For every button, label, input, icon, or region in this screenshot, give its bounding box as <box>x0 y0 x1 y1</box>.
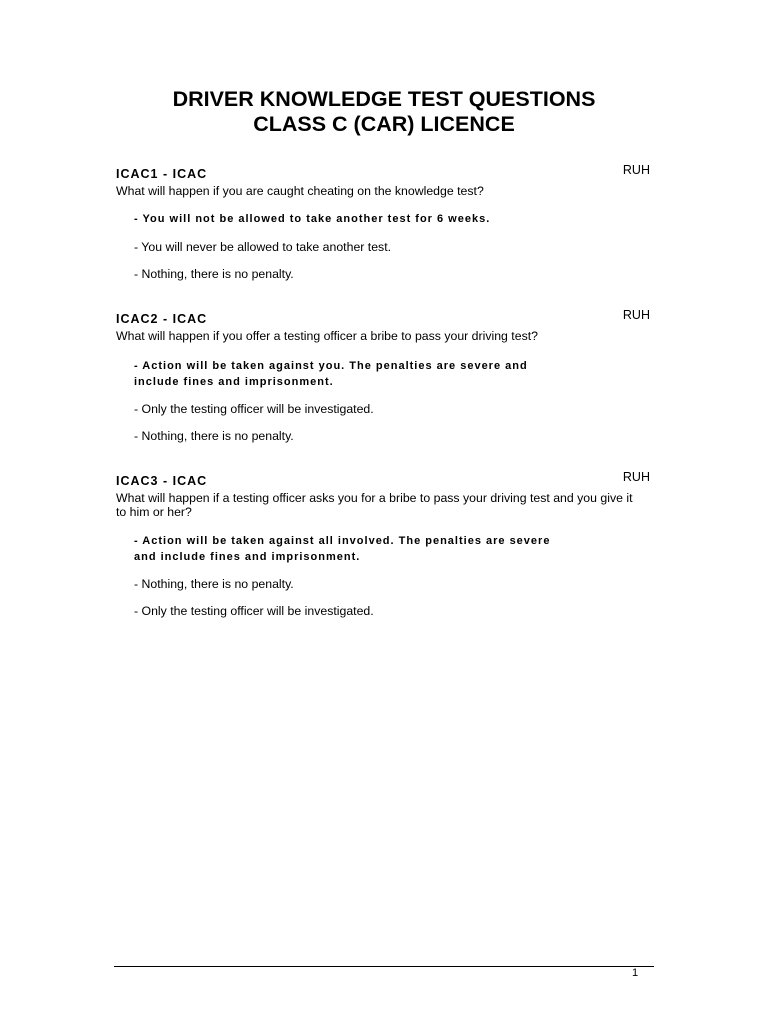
correct-answer: - You will not be allowed to take another test for 6 weeks. <box>134 213 491 225</box>
question-text: What will happen if you are caught cheating on the knowledge test? <box>116 184 484 198</box>
answer-option: - Only the testing officer will be investigated. <box>134 402 374 416</box>
answer-option: - You will never be allowed to take another test. <box>134 240 392 254</box>
answer-option: - Nothing, there is no penalty. <box>134 267 294 281</box>
document-subtitle: CLASS C (CAR) LICENCE <box>253 112 515 136</box>
question-id: ICAC1 - ICAC <box>116 167 208 181</box>
answer-option: - Only the testing officer will be investigated. <box>134 604 374 618</box>
answer-option: - Nothing, there is no penalty. <box>134 429 294 443</box>
document-title: DRIVER KNOWLEDGE TEST QUESTIONS <box>172 87 596 111</box>
question-tag: RUH <box>622 470 650 484</box>
question-tag: RUH <box>622 308 650 322</box>
question-id: ICAC2 - ICAC <box>116 312 208 326</box>
page-number: 1 <box>632 967 639 979</box>
question-text: What will happen if you offer a testing officer a bribe to pass your driving test? <box>116 329 538 343</box>
question-tag: RUH <box>622 163 650 177</box>
question-text: What will happen if a testing officer asks you for a bribe to pass your driving test and you give it to him or her? <box>116 491 633 519</box>
answer-option: - Nothing, there is no penalty. <box>134 577 294 591</box>
correct-answer: - Action will be taken against all involved. The penalties are severe and include fines and imprisonment. <box>134 535 551 563</box>
question-id: ICAC3 - ICAC <box>116 474 208 488</box>
footer-rule <box>114 966 654 967</box>
correct-answer: - Action will be taken against you. The penalties are severe and include fines and imprisonment. <box>134 360 528 388</box>
